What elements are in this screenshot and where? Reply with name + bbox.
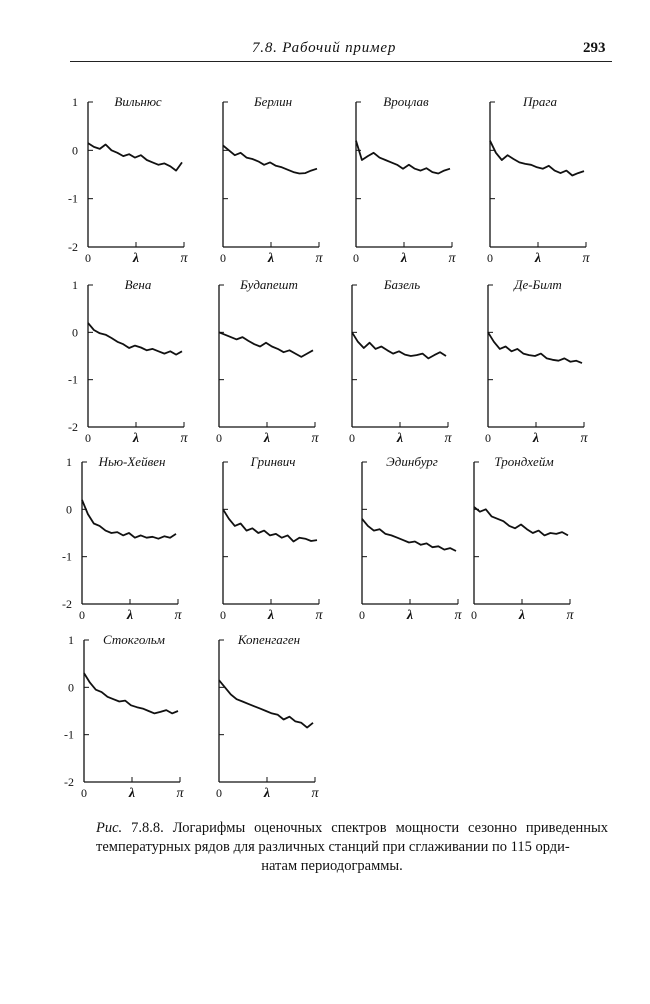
station-name: Эдинбург bbox=[386, 454, 438, 469]
y-tick-label: -1 bbox=[64, 727, 74, 742]
x-tick-label: 0 bbox=[220, 251, 226, 265]
panel-1 bbox=[68, 94, 188, 266]
panel-8 bbox=[485, 277, 588, 446]
panel-3 bbox=[353, 94, 456, 266]
x-tick-label: π bbox=[454, 608, 462, 623]
x-tick-label: 0 bbox=[85, 251, 91, 265]
spectrum-line bbox=[362, 519, 456, 551]
station-name: Трондхейм bbox=[494, 454, 554, 469]
station-name: Стокгольм bbox=[103, 632, 165, 647]
y-tick-label: -1 bbox=[68, 191, 78, 206]
y-tick-label: 1 bbox=[68, 633, 74, 647]
station-name: Берлин bbox=[253, 94, 293, 109]
spectrum-line bbox=[88, 143, 182, 171]
station-name: Прага bbox=[523, 94, 557, 109]
x-tick-label: λ bbox=[128, 786, 136, 801]
x-tick-label: 0 bbox=[216, 786, 222, 800]
x-tick-label: π bbox=[176, 786, 184, 801]
spectrum-line bbox=[356, 141, 450, 174]
y-tick-label: -2 bbox=[64, 775, 74, 789]
x-tick-label: λ bbox=[132, 251, 140, 266]
y-tick-label: 0 bbox=[72, 325, 78, 340]
y-tick-label: 1 bbox=[72, 95, 78, 109]
station-name: Базель bbox=[383, 277, 421, 292]
x-tick-label: π bbox=[311, 786, 319, 801]
station-name: Де-Билт bbox=[514, 277, 562, 292]
x-tick-label: π bbox=[582, 251, 590, 266]
y-tick-label: -1 bbox=[68, 372, 78, 387]
x-tick-label: π bbox=[444, 431, 452, 446]
spectrum-line bbox=[82, 500, 176, 539]
x-tick-label: 0 bbox=[216, 431, 222, 445]
y-tick-label: 0 bbox=[66, 502, 72, 517]
x-tick-label: 0 bbox=[349, 431, 355, 445]
figure-caption bbox=[96, 819, 608, 876]
x-tick-label: π bbox=[174, 608, 182, 623]
y-tick-label: -2 bbox=[68, 420, 78, 434]
panel-13 bbox=[64, 632, 184, 801]
x-tick-label: λ bbox=[534, 251, 542, 266]
y-tick-label: -2 bbox=[62, 597, 72, 611]
panel-7 bbox=[349, 277, 452, 446]
x-tick-label: π bbox=[315, 251, 323, 266]
caption-text-line1: Логарифмы оценочных спектров мощности сезонно приведенных температурных рядов для различных станций при сглаживании по 115 орди- bbox=[96, 820, 609, 855]
spectrum-line bbox=[88, 323, 182, 355]
x-tick-label: 0 bbox=[220, 608, 226, 622]
x-tick-label: λ bbox=[532, 431, 540, 446]
spectrum-line bbox=[474, 507, 568, 535]
running-title: 7.8. Рабочий пример bbox=[252, 40, 397, 56]
x-tick-label: π bbox=[448, 251, 456, 266]
y-tick-label: -2 bbox=[68, 240, 78, 254]
caption-label: Рис. bbox=[96, 820, 123, 836]
x-tick-label: λ bbox=[518, 608, 526, 623]
station-name: Будапешт bbox=[240, 277, 298, 292]
x-tick-label: 0 bbox=[81, 786, 87, 800]
panel-11 bbox=[359, 454, 462, 623]
station-name: Копенгаген bbox=[237, 632, 301, 647]
spectrum-line bbox=[223, 509, 317, 541]
x-tick-label: λ bbox=[126, 608, 134, 623]
x-tick-label: 0 bbox=[79, 608, 85, 622]
x-tick-label: λ bbox=[263, 786, 271, 801]
x-tick-label: π bbox=[566, 608, 574, 623]
panel-6 bbox=[216, 277, 319, 446]
caption-number: 7.8.8. bbox=[131, 820, 164, 836]
spectrum-line bbox=[84, 673, 178, 713]
spectrum-line bbox=[352, 332, 446, 358]
station-name: Нью-Хейвен bbox=[98, 454, 166, 469]
panel-5 bbox=[68, 277, 188, 446]
x-tick-label: 0 bbox=[85, 431, 91, 445]
x-tick-label: λ bbox=[263, 431, 271, 446]
x-tick-label: π bbox=[180, 251, 188, 266]
x-tick-label: λ bbox=[396, 431, 404, 446]
x-tick-label: λ bbox=[406, 608, 414, 623]
spectrum-line bbox=[490, 141, 584, 176]
x-tick-label: λ bbox=[267, 608, 275, 623]
y-tick-label: 0 bbox=[68, 680, 74, 695]
y-tick-label: 0 bbox=[72, 143, 78, 158]
x-tick-label: π bbox=[315, 608, 323, 623]
spectrum-line bbox=[223, 146, 317, 174]
spectrum-line bbox=[219, 332, 313, 357]
station-name: Вильнюс bbox=[114, 94, 162, 109]
x-tick-label: λ bbox=[400, 251, 408, 266]
x-tick-label: π bbox=[580, 431, 588, 446]
x-tick-label: λ bbox=[267, 251, 275, 266]
y-tick-label: 1 bbox=[66, 455, 72, 469]
x-tick-label: 0 bbox=[485, 431, 491, 445]
station-name: Вена bbox=[124, 277, 152, 292]
y-tick-label: 1 bbox=[72, 278, 78, 292]
x-tick-label: 0 bbox=[353, 251, 359, 265]
panel-14 bbox=[216, 632, 319, 801]
page-number: 293 bbox=[583, 40, 606, 56]
panel-9 bbox=[62, 454, 182, 623]
x-tick-label: π bbox=[180, 431, 188, 446]
x-tick-label: 0 bbox=[359, 608, 365, 622]
spectrum-line bbox=[488, 332, 582, 363]
panel-2 bbox=[220, 94, 323, 266]
station-name: Гринвич bbox=[250, 454, 296, 469]
panel-12 bbox=[471, 454, 574, 623]
spectrum-line bbox=[219, 680, 313, 727]
panel-4 bbox=[487, 94, 590, 266]
x-tick-label: λ bbox=[132, 431, 140, 446]
x-tick-label: 0 bbox=[487, 251, 493, 265]
panel-10 bbox=[220, 454, 323, 623]
x-tick-label: π bbox=[311, 431, 319, 446]
x-tick-label: 0 bbox=[471, 608, 477, 622]
y-tick-label: -1 bbox=[62, 549, 72, 564]
station-name: Вроцлав bbox=[383, 94, 429, 109]
caption-text-line2: натам периодограммы. bbox=[261, 858, 403, 874]
